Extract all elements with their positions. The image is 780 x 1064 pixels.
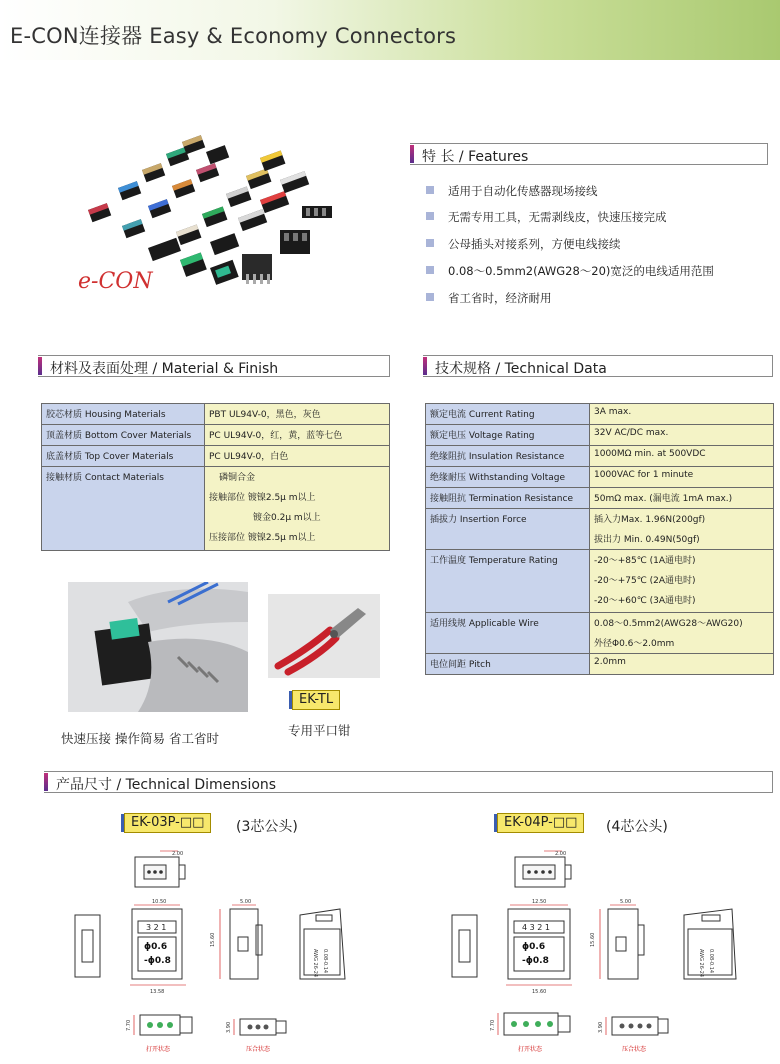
dim-label: 2.00 bbox=[172, 851, 184, 857]
value-line: 外径Φ0.6～2.0mm bbox=[594, 639, 675, 649]
table-key: 额定电流 Current Rating bbox=[426, 404, 590, 425]
table-value bbox=[205, 467, 390, 551]
front-view bbox=[130, 899, 220, 995]
table-value: PC UL94V-0，白色 bbox=[205, 446, 390, 467]
dim-label: 5.00 bbox=[620, 899, 632, 905]
top-view bbox=[135, 851, 185, 887]
table-value: 1000VAC for 1 minute bbox=[590, 467, 774, 488]
table-key: 绝缘耐压 Withstanding Voltage bbox=[426, 467, 590, 488]
technical-title: 技术规格 / Technical Data bbox=[435, 361, 607, 377]
wire-range-label: ϕ0.6 bbox=[144, 942, 168, 952]
wire-range-label: ϕ0.6 bbox=[522, 942, 546, 952]
pin-numbers: 4 3 2 1 bbox=[522, 923, 550, 932]
model-desc-04p: (4芯公头) bbox=[606, 819, 668, 835]
section-marker-icon bbox=[38, 357, 42, 375]
econ-logo: e-CON bbox=[78, 269, 153, 294]
dim-label: 15.60 bbox=[210, 932, 216, 947]
table-key: 底盖材质 Top Cover Materials bbox=[42, 446, 205, 467]
model-desc-03p: (3芯公头) bbox=[236, 819, 298, 835]
awg-label: AWG 26-24 bbox=[698, 949, 704, 978]
dimension-drawing-03p bbox=[60, 845, 380, 1057]
table-row bbox=[42, 467, 390, 551]
value-line: 0.08～0.5mm2(AWG28～AWG20) bbox=[594, 619, 743, 629]
dim-label: 3.90 bbox=[226, 1021, 232, 1033]
table-key: 顶盖材质 Bottom Cover Materials bbox=[42, 425, 205, 446]
section-marker-icon bbox=[410, 145, 414, 163]
value-line: 磷铜合金 bbox=[219, 473, 256, 483]
table-key: 适用线规 Applicable Wire bbox=[426, 613, 590, 654]
tool-photo bbox=[268, 594, 380, 678]
value-line: 拔出力 Min. 0.49N(50gf) bbox=[594, 535, 700, 545]
table-value: 32V AC/DC max. bbox=[590, 425, 774, 446]
material-section-header bbox=[38, 355, 390, 377]
table-value: 3A max. bbox=[590, 404, 774, 425]
bullet-square-icon bbox=[426, 212, 434, 220]
table-row bbox=[42, 425, 390, 446]
technical-table bbox=[425, 403, 774, 675]
bullet-square-icon bbox=[426, 186, 434, 194]
dim-label: 13.58 bbox=[150, 989, 165, 995]
table-row bbox=[426, 467, 774, 488]
dimensions-section-header bbox=[44, 771, 773, 793]
table-row bbox=[426, 446, 774, 467]
product-photo bbox=[70, 130, 360, 300]
tag-marker-icon bbox=[494, 814, 497, 832]
awg-label: 0.08-0.14 bbox=[322, 949, 328, 974]
wire-range-label: -ϕ0.8 bbox=[144, 956, 171, 966]
dim-label: 7.70 bbox=[126, 1019, 132, 1031]
table-key: 额定电压 Voltage Rating bbox=[426, 425, 590, 446]
value-line: 镀金0.2μ m以上 bbox=[253, 513, 321, 523]
model-tag-04p: EK-04P-□□ bbox=[497, 813, 584, 833]
dim-label: 10.50 bbox=[152, 899, 167, 905]
dim-label: 15.60 bbox=[590, 932, 596, 947]
table-value bbox=[590, 550, 774, 613]
open-state-view bbox=[126, 1015, 192, 1053]
table-key: 电位间距 Pitch bbox=[426, 654, 590, 675]
bullet-square-icon bbox=[426, 293, 434, 301]
dimensions-title: 产品尺寸 / Technical Dimensions bbox=[56, 777, 277, 793]
table-row bbox=[42, 446, 390, 467]
table-key: 胶芯材质 Housing Materials bbox=[42, 404, 205, 425]
tool-caption: 专用平口钳 bbox=[288, 723, 351, 738]
top-view bbox=[515, 851, 571, 887]
page-title: E-CON连接器 Easy & Economy Connectors bbox=[10, 24, 457, 48]
tag-marker-icon bbox=[289, 691, 292, 709]
bullet-square-icon bbox=[426, 266, 434, 274]
value-line: -20～+85℃ (1A通电时) bbox=[594, 556, 696, 566]
crimp-caption: 快速压接 操作简易 省工省时 bbox=[61, 731, 219, 746]
dimension-drawing-04p bbox=[440, 845, 770, 1057]
model-tag-03p: EK-03P-□□ bbox=[124, 813, 211, 833]
state-label: 打开状态 bbox=[146, 1046, 171, 1053]
pliers-illustration bbox=[268, 594, 380, 678]
features-title: 特 长 / Features bbox=[422, 149, 529, 165]
material-table bbox=[41, 403, 390, 551]
dim-label: 3.90 bbox=[598, 1021, 604, 1033]
pressed-state-view bbox=[226, 1019, 286, 1053]
table-row bbox=[426, 404, 774, 425]
table-row bbox=[426, 488, 774, 509]
side-view-left bbox=[75, 915, 100, 977]
features-section-header bbox=[410, 143, 768, 165]
value-line: -20～+75℃ (2A通电时) bbox=[594, 576, 696, 586]
dim-label: 5.00 bbox=[240, 899, 252, 905]
open-state-view bbox=[490, 1013, 570, 1053]
table-key: 工作温度 Temperature Rating bbox=[426, 550, 590, 613]
side-view-mid bbox=[230, 899, 262, 979]
side-view-mid bbox=[608, 899, 644, 979]
table-key: 绝缘阻抗 Insulation Resistance bbox=[426, 446, 590, 467]
table-key: 接触材质 Contact Materials bbox=[42, 467, 205, 551]
technical-section-header bbox=[423, 355, 773, 377]
table-value bbox=[590, 509, 774, 550]
state-label: 打开状态 bbox=[518, 1046, 543, 1053]
tag-marker-icon bbox=[121, 814, 124, 832]
table-value: PBT UL94V-0，黑色，灰色 bbox=[205, 404, 390, 425]
awg-label: 0.08-0.14 bbox=[708, 949, 714, 974]
awg-label: AWG 26-24 bbox=[312, 949, 318, 978]
crimping-tool-illustration bbox=[68, 582, 248, 712]
front-view bbox=[506, 899, 600, 995]
bullet-square-icon bbox=[426, 239, 434, 247]
value-line: 接触部位 镀镍2.5μ m以上 bbox=[209, 493, 316, 503]
dim-label: 2.00 bbox=[555, 851, 567, 857]
table-value: PC UL94V-0，红，黄，蓝等七色 bbox=[205, 425, 390, 446]
table-key: 接触阻抗 Termination Resistance bbox=[426, 488, 590, 509]
table-row bbox=[426, 654, 774, 675]
table-value: 2.0mm bbox=[590, 654, 774, 675]
dim-label: 12.50 bbox=[532, 899, 547, 905]
table-row bbox=[42, 404, 390, 425]
rear-view bbox=[684, 909, 736, 979]
state-label: 压合状态 bbox=[246, 1046, 271, 1053]
state-label: 压合状态 bbox=[622, 1046, 647, 1053]
pressed-state-view bbox=[598, 1017, 668, 1053]
tool-model-tag: EK-TL bbox=[292, 690, 340, 710]
pin-numbers: 3 2 1 bbox=[146, 923, 167, 932]
crimping-photo bbox=[68, 582, 248, 712]
value-line: 压接部位 镀镍2.5μ m以上 bbox=[209, 533, 316, 543]
section-marker-icon bbox=[44, 773, 48, 791]
table-value bbox=[590, 613, 774, 654]
table-key: 插拔力 Insertion Force bbox=[426, 509, 590, 550]
material-title: 材料及表面处理 / Material & Finish bbox=[50, 361, 279, 377]
table-row bbox=[426, 425, 774, 446]
table-value: 1000MΩ min. at 500VDC bbox=[590, 446, 774, 467]
dim-label: 15.60 bbox=[532, 989, 547, 995]
table-row bbox=[426, 613, 774, 654]
value-line: -20～+60℃ (3A通电时) bbox=[594, 596, 696, 606]
table-row bbox=[426, 550, 774, 613]
table-value: 50mΩ max. (漏电流 1mA max.) bbox=[590, 488, 774, 509]
dim-label: 7.70 bbox=[490, 1019, 496, 1031]
wire-range-label: -ϕ0.8 bbox=[522, 956, 549, 966]
page-header bbox=[0, 0, 780, 60]
connector-collage bbox=[88, 135, 332, 285]
section-marker-icon bbox=[423, 357, 427, 375]
table-row bbox=[426, 509, 774, 550]
side-view-left bbox=[452, 915, 477, 977]
value-line: 插入力Max. 1.96N(200gf) bbox=[594, 515, 706, 525]
rear-view bbox=[300, 909, 345, 979]
